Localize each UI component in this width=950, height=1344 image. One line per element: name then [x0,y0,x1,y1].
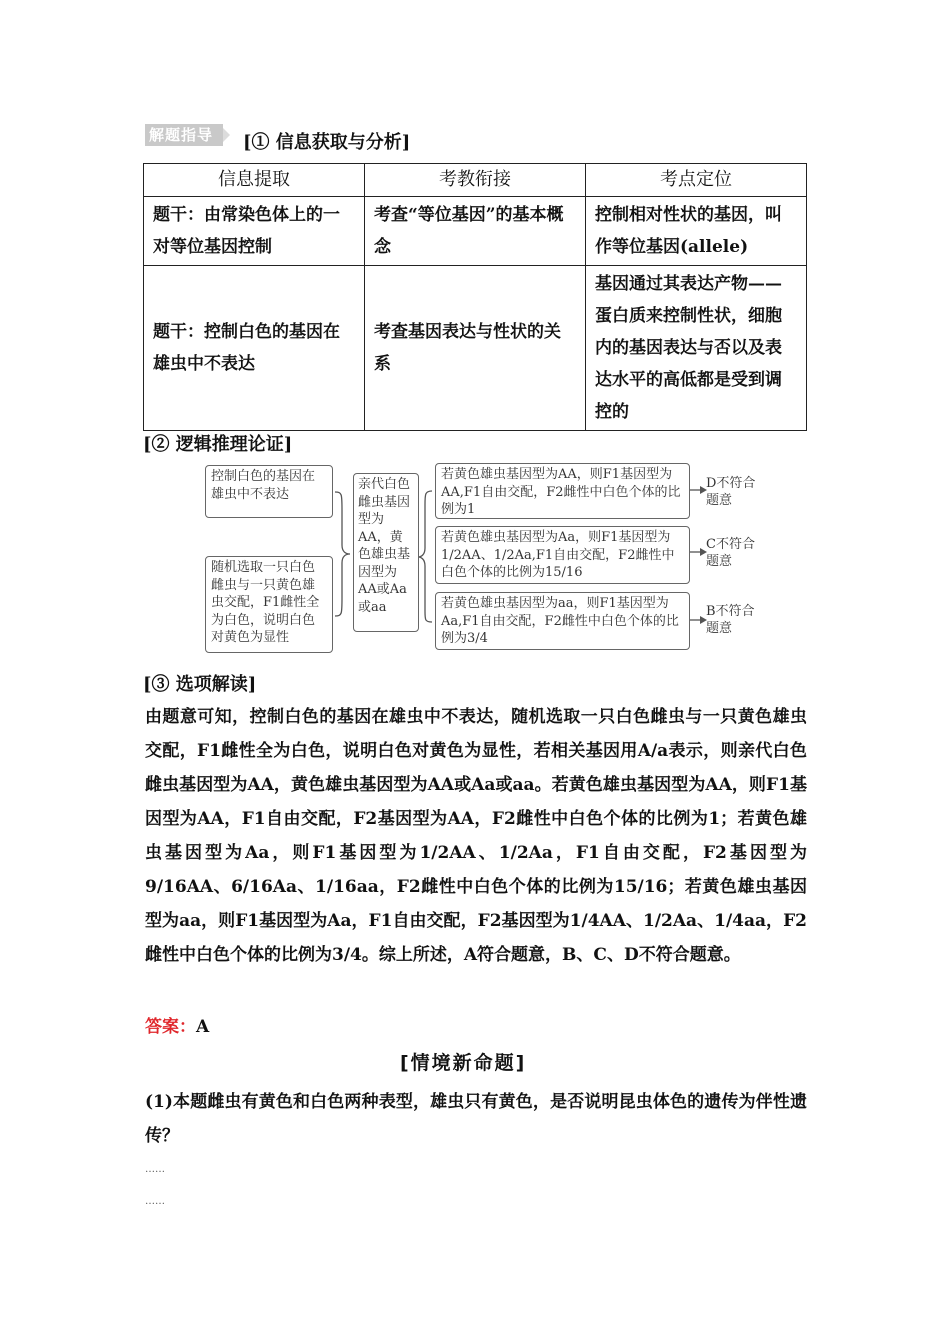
flow-outcome-3: B不符合题意 [706,604,755,636]
section-title-logic: [② 逻辑推理论证] [143,434,293,455]
table-cell: 考查“等位基因”的基本概念 [365,197,586,266]
flow-outcome-1: D不符合题意 [706,476,756,508]
flow-box-case-1: 若黄色雄虫基因型为AA，则F1基因型为AA,F1自由交配，F2雌性中白色个体的比例为1 [435,463,690,519]
answer [145,1012,209,1037]
flow-box-left-top: 控制白色的基因在雄虫中不表达 [205,465,333,518]
left-brace [335,492,350,616]
table-cell: 题干：控制白色的基因在雄虫中不表达 [144,266,365,431]
table-cell: 题干：由常染色体上的一对等位基因控制 [144,197,365,266]
table-header: 信息提取 [144,164,365,197]
table-cell: 控制相对性状的基因，叫作等位基因(allele) [586,197,807,266]
analysis-paragraph: 由题意可知，控制白色的基因在雄虫中不表达，随机选取一只白色雌虫与一只黄色雄虫交配，F1雌性全为白色，说明白色对黄色为显性，若相关基因用A/a表示，则亲代白色雌虫基因型为AA，黄色雄虫基因型为AA或Aa或aa。若黄色雄虫基因型为AA，则F1基因型为AA，F1自由交配，F2基因型为AA，F2雌性中白色个体的比例为1；若黄色雄虫基因型为Aa，则F1基因型为1/2AA、1/2Aa，F1自由交配，F2基因型为9/16AA、6/16Aa、1/16aa，F2雌性中白色个体的比例为15/16；若黄色雄虫基因型为aa，则F1基因型为Aa，F1自由交配，F2基因型为1/4AA、1/2Aa、1/4aa，F2雌性中白色个体的比例为3/4。综上所述，A符合题意，B、C、D不符合题意。 [145,707,807,965]
answer-line-dots: …… [145,1196,165,1207]
answer-value: A [196,1017,210,1037]
middle-brace [418,491,432,622]
question-text: (1)本题雌虫有黄色和白色两种表型，雄虫只有黄色，是否说明昆虫体色的遗传为伴性遗传？ [145,1092,807,1146]
flow-outcome-2: C不符合题意 [706,537,755,569]
section-title-options: [③ 选项解读] [143,674,257,695]
answer-label: 答案： [145,1017,196,1037]
answer-line-dots: …… [145,1164,165,1175]
flow-box-case-3: 若黄色雄虫基因型为aa，则F1基因型为Aa,F1自由交配，F2雌性中白色个体的比例为3/4 [435,592,690,650]
flow-box-middle: 亲代白色雌虫基因型为AA，黄色雄虫基因型为AA或Aa或aa [353,473,419,632]
scenario-title: [情境新命题] [400,1052,527,1074]
section-title-info: [① 信息获取与分析] [243,132,411,153]
flow-box-case-2: 若黄色雄虫基因型为Aa，则F1基因型为1/2AA、1/2Aa,F1自由交配，F2雌性中白色个体的比例为15/16 [435,526,690,584]
table-cell: 基因通过其表达产物——蛋白质来控制性状，细胞内的基因表达与否以及表达水平的高低都是受到调控的 [586,266,807,431]
table-cell: 考查基因表达与性状的关系 [365,266,586,431]
table-header: 考点定位 [586,164,807,197]
guide-tag: 解题指导 [145,124,223,146]
flow-box-left-bottom: 随机选取一只白色雌虫与一只黄色雄虫交配，F1雌性全为白色，说明白色对黄色为显性 [205,556,333,653]
table-header: 考教衔接 [365,164,586,197]
